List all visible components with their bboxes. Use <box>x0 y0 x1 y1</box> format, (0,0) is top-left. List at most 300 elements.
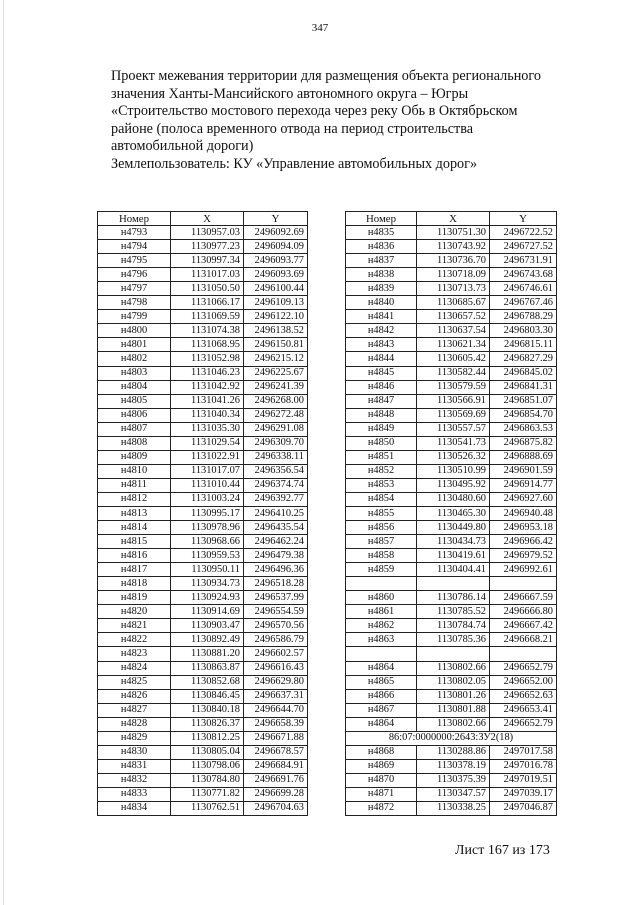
y-coordinate-cell: 2496268.00 <box>244 394 308 408</box>
point-number-cell: н4802 <box>98 352 171 366</box>
y-coordinate-cell: 2496435.54 <box>244 521 308 535</box>
point-number-cell: н4851 <box>346 450 417 464</box>
point-number-cell: н4822 <box>98 633 171 647</box>
table-row <box>346 675 557 689</box>
y-coordinate-cell: 2496668.21 <box>490 633 557 647</box>
point-number-cell: н4811 <box>98 478 171 492</box>
x-coordinate-cell: 1130863.87 <box>171 661 244 675</box>
table-row <box>98 759 308 773</box>
y-coordinate-cell: 2496215.12 <box>244 352 308 366</box>
point-number-cell: н4826 <box>98 689 171 703</box>
x-coordinate-cell: 1130801.88 <box>417 703 490 717</box>
table-row <box>98 773 308 787</box>
y-coordinate-cell: 2496684.91 <box>244 759 308 773</box>
table-row <box>98 577 308 591</box>
x-coordinate-cell: 1130378.19 <box>417 759 490 773</box>
point-number-cell: н4834 <box>98 801 171 815</box>
point-number-cell: н4800 <box>98 324 171 338</box>
table-row <box>98 324 308 338</box>
x-coordinate-cell: 1130404.41 <box>417 563 490 577</box>
column-header-number: Номер <box>346 212 417 226</box>
table-row <box>98 436 308 450</box>
point-number-cell: н4799 <box>98 310 171 324</box>
y-coordinate-cell: 2496586.79 <box>244 633 308 647</box>
x-coordinate-cell: 1130950.11 <box>171 563 244 577</box>
table-row <box>98 563 308 577</box>
x-coordinate-cell: 1130526.32 <box>417 450 490 464</box>
point-number-cell: н4854 <box>346 492 417 506</box>
table-row <box>346 324 557 338</box>
table-row <box>346 478 557 492</box>
y-coordinate-cell: 2496851.07 <box>490 394 557 408</box>
x-coordinate-cell: 1131010.44 <box>171 478 244 492</box>
y-coordinate-cell: 2496291.08 <box>244 422 308 436</box>
table-row <box>98 282 308 296</box>
point-number-cell: н4824 <box>98 661 171 675</box>
table-row <box>346 492 557 506</box>
table-row <box>98 591 308 605</box>
y-coordinate-cell: 2497016.78 <box>490 759 557 773</box>
point-number-cell: н4841 <box>346 310 417 324</box>
point-number-cell: н4825 <box>98 675 171 689</box>
x-coordinate-cell: 1131003.24 <box>171 492 244 506</box>
point-number-cell: н4809 <box>98 450 171 464</box>
table-row <box>98 464 308 478</box>
table-row <box>346 773 557 787</box>
x-coordinate-cell: 1131050.50 <box>171 282 244 296</box>
table-row <box>346 521 557 535</box>
x-coordinate-cell: 1131017.07 <box>171 464 244 478</box>
land-user-line: Землепользователь: КУ «Управление автомобильных дорог» <box>111 155 478 172</box>
x-coordinate-cell: 1130802.66 <box>417 717 490 731</box>
y-coordinate-cell: 2497017.58 <box>490 745 557 759</box>
table-row <box>346 801 557 815</box>
y-coordinate-cell: 2496374.74 <box>244 478 308 492</box>
column-header-y: Y <box>244 212 308 226</box>
x-coordinate-cell: 1130751.30 <box>417 226 490 240</box>
y-coordinate-cell: 2496875.82 <box>490 436 557 450</box>
table-row <box>98 605 308 619</box>
table-row <box>98 240 308 254</box>
table-row <box>98 296 308 310</box>
table-row <box>98 422 308 436</box>
y-coordinate-cell: 2496841.31 <box>490 380 557 394</box>
y-coordinate-cell: 2496652.00 <box>490 675 557 689</box>
table-row <box>346 563 557 577</box>
point-number-cell: н4866 <box>346 689 417 703</box>
point-number-cell: н4835 <box>346 226 417 240</box>
y-coordinate-cell: 2496309.70 <box>244 436 308 450</box>
scan-margin-line <box>3 0 4 905</box>
y-coordinate-cell: 2496927.60 <box>490 492 557 506</box>
table-row <box>98 661 308 675</box>
x-coordinate-cell: 1130605.42 <box>417 352 490 366</box>
point-number-cell: н4806 <box>98 408 171 422</box>
column-header-y: Y <box>490 212 557 226</box>
y-coordinate-cell <box>490 577 557 591</box>
y-coordinate-cell: 2497046.87 <box>490 801 557 815</box>
y-coordinate-cell: 2496667.42 <box>490 619 557 633</box>
point-number-cell: н4829 <box>98 731 171 745</box>
table-row <box>346 240 557 254</box>
y-coordinate-cell: 2496803.30 <box>490 324 557 338</box>
x-coordinate-cell: 1130657.52 <box>417 310 490 324</box>
point-number-cell: н4798 <box>98 296 171 310</box>
y-coordinate-cell: 2496691.76 <box>244 773 308 787</box>
y-coordinate-cell: 2497019.51 <box>490 773 557 787</box>
point-number-cell: н4852 <box>346 464 417 478</box>
point-number-cell: н4863 <box>346 633 417 647</box>
table-row <box>346 394 557 408</box>
y-coordinate-cell: 2496678.57 <box>244 745 308 759</box>
x-coordinate-cell: 1130465.30 <box>417 506 490 520</box>
y-coordinate-cell: 2496854.70 <box>490 408 557 422</box>
table-row <box>346 549 557 563</box>
y-coordinate-cell: 2496652.79 <box>490 717 557 731</box>
table-row <box>98 310 308 324</box>
x-coordinate-cell: 1131069.59 <box>171 310 244 324</box>
x-coordinate-cell: 1130579.59 <box>417 380 490 394</box>
y-coordinate-cell: 2496671.88 <box>244 731 308 745</box>
point-number-cell: н4830 <box>98 745 171 759</box>
x-coordinate-cell: 1130449.80 <box>417 521 490 535</box>
x-coordinate-cell: 1131040.34 <box>171 408 244 422</box>
point-number-cell: н4862 <box>346 619 417 633</box>
point-number-cell: н4853 <box>346 478 417 492</box>
point-number-cell: н4859 <box>346 563 417 577</box>
table-row <box>346 661 557 675</box>
point-number-cell: н4808 <box>98 436 171 450</box>
x-coordinate-cell: 1130914.69 <box>171 605 244 619</box>
point-number-cell: н4815 <box>98 535 171 549</box>
y-coordinate-cell: 2496554.59 <box>244 605 308 619</box>
heading-line: Проект межевания территории для размещения объекта регионального <box>111 68 541 84</box>
point-number-cell: н4828 <box>98 717 171 731</box>
y-coordinate-cell: 2496953.18 <box>490 521 557 535</box>
x-coordinate-cell: 1130637.54 <box>417 324 490 338</box>
table-row <box>346 535 557 549</box>
y-coordinate-cell: 2496616.43 <box>244 661 308 675</box>
table-row <box>98 394 308 408</box>
x-coordinate-cell: 1130846.45 <box>171 689 244 703</box>
x-coordinate-cell: 1131042.92 <box>171 380 244 394</box>
table-row <box>346 577 557 591</box>
table-row <box>98 450 308 464</box>
y-coordinate-cell: 2496602.57 <box>244 647 308 661</box>
table-row <box>346 282 557 296</box>
y-coordinate-cell: 2496093.69 <box>244 268 308 282</box>
point-number-cell: н4820 <box>98 605 171 619</box>
y-coordinate-cell: 2496888.69 <box>490 450 557 464</box>
point-number-cell: н4864 <box>346 717 417 731</box>
point-number-cell: н4821 <box>98 619 171 633</box>
table-row <box>346 647 557 661</box>
table-row <box>98 408 308 422</box>
x-coordinate-cell: 1130288.86 <box>417 745 490 759</box>
y-coordinate-cell: 2496537.99 <box>244 591 308 605</box>
point-number-cell <box>346 577 417 591</box>
x-coordinate-cell: 1130736.70 <box>417 254 490 268</box>
x-coordinate-cell: 1130852.68 <box>171 675 244 689</box>
y-coordinate-cell: 2496272.48 <box>244 408 308 422</box>
point-number-cell: н4848 <box>346 408 417 422</box>
table-row <box>346 717 557 731</box>
x-coordinate-cell: 1130786.14 <box>417 591 490 605</box>
x-coordinate-cell: 1131074.38 <box>171 324 244 338</box>
point-number-cell: н4847 <box>346 394 417 408</box>
point-number-cell: н4870 <box>346 773 417 787</box>
x-coordinate-cell: 1130762.51 <box>171 801 244 815</box>
x-coordinate-cell: 1130557.57 <box>417 422 490 436</box>
x-coordinate-cell: 1130495.92 <box>417 478 490 492</box>
y-coordinate-cell: 2496637.31 <box>244 689 308 703</box>
point-number-cell: н4872 <box>346 801 417 815</box>
y-coordinate-cell: 2496241.39 <box>244 380 308 394</box>
column-header-x: X <box>417 212 490 226</box>
table-row <box>346 605 557 619</box>
x-coordinate-cell: 1130997.34 <box>171 254 244 268</box>
y-coordinate-cell: 2496356.54 <box>244 464 308 478</box>
x-coordinate-cell: 1130826.37 <box>171 717 244 731</box>
point-number-cell: н4838 <box>346 268 417 282</box>
table-row <box>346 310 557 324</box>
table-row <box>346 226 557 240</box>
table-row <box>98 521 308 535</box>
table-header-row <box>98 212 308 226</box>
x-coordinate-cell: 1131041.26 <box>171 394 244 408</box>
x-coordinate-cell: 1130419.61 <box>417 549 490 563</box>
y-coordinate-cell: 2496979.52 <box>490 549 557 563</box>
table-row <box>98 478 308 492</box>
y-coordinate-cell: 2496901.59 <box>490 464 557 478</box>
point-number-cell: н4849 <box>346 422 417 436</box>
table-row <box>346 296 557 310</box>
point-number-cell: н4858 <box>346 549 417 563</box>
y-coordinate-cell: 2496966.42 <box>490 535 557 549</box>
table-row <box>98 731 308 745</box>
point-number-cell: н4805 <box>98 394 171 408</box>
x-coordinate-cell: 1130801.26 <box>417 689 490 703</box>
x-coordinate-cell: 1130347.57 <box>417 787 490 801</box>
table-row <box>346 436 557 450</box>
table-row <box>346 591 557 605</box>
y-coordinate-cell: 2496992.61 <box>490 563 557 577</box>
table-row <box>98 338 308 352</box>
table-row <box>98 689 308 703</box>
table-row <box>346 703 557 717</box>
x-coordinate-cell: 1130798.06 <box>171 759 244 773</box>
table-row <box>346 380 557 394</box>
table-row <box>346 338 557 352</box>
y-coordinate-cell: 2496727.52 <box>490 240 557 254</box>
x-coordinate-cell: 1130959.53 <box>171 549 244 563</box>
y-coordinate-cell: 2496743.68 <box>490 268 557 282</box>
table-row <box>98 366 308 380</box>
y-coordinate-cell: 2496845.02 <box>490 366 557 380</box>
y-coordinate-cell: 2496827.29 <box>490 352 557 366</box>
x-coordinate-cell: 1130934.73 <box>171 577 244 591</box>
point-number-cell: н4867 <box>346 703 417 717</box>
x-coordinate-cell: 1130743.92 <box>417 240 490 254</box>
y-coordinate-cell: 2497039.17 <box>490 787 557 801</box>
table-row <box>346 366 557 380</box>
x-coordinate-cell: 1130924.93 <box>171 591 244 605</box>
point-number-cell: н4833 <box>98 787 171 801</box>
table-row <box>98 254 308 268</box>
heading-line: районе (полоса временного отвода на период строительства <box>111 120 474 137</box>
y-coordinate-cell: 2496863.53 <box>490 422 557 436</box>
y-coordinate-cell: 2496518.28 <box>244 577 308 591</box>
point-number-cell: н4850 <box>346 436 417 450</box>
x-coordinate-cell: 1130812.25 <box>171 731 244 745</box>
x-coordinate-cell: 1130784.74 <box>417 619 490 633</box>
document-heading <box>111 68 581 173</box>
table-row <box>98 380 308 394</box>
x-coordinate-cell: 1130569.69 <box>417 408 490 422</box>
table-row <box>346 464 557 478</box>
point-number-cell: н4842 <box>346 324 417 338</box>
table-row <box>98 801 308 815</box>
x-coordinate-cell: 1130977.23 <box>171 240 244 254</box>
y-coordinate-cell: 2496652.63 <box>490 689 557 703</box>
y-coordinate-cell: 2496788.29 <box>490 310 557 324</box>
x-coordinate-cell: 1130802.05 <box>417 675 490 689</box>
table-row <box>98 703 308 717</box>
point-number-cell: н4861 <box>346 605 417 619</box>
table-row <box>346 633 557 647</box>
y-coordinate-cell: 2496767.46 <box>490 296 557 310</box>
table-row <box>98 675 308 689</box>
sheet-counter: Лист 167 из 173 <box>455 843 550 858</box>
point-number-cell: н4803 <box>98 366 171 380</box>
x-coordinate-cell: 1130480.60 <box>417 492 490 506</box>
heading-line: автомобильной дороги) <box>111 138 254 154</box>
point-number-cell: н4871 <box>346 787 417 801</box>
table-row <box>98 717 308 731</box>
y-coordinate-cell: 2496100.44 <box>244 282 308 296</box>
table-row <box>346 268 557 282</box>
point-number-cell: н4839 <box>346 282 417 296</box>
x-coordinate-cell: 1130881.20 <box>171 647 244 661</box>
x-coordinate-cell: 1130338.25 <box>417 801 490 815</box>
point-number-cell: н4827 <box>98 703 171 717</box>
y-coordinate-cell: 2496653.41 <box>490 703 557 717</box>
table-row <box>346 254 557 268</box>
point-number-cell: н4819 <box>98 591 171 605</box>
point-number-cell: н4823 <box>98 647 171 661</box>
x-coordinate-cell: 1130840.18 <box>171 703 244 717</box>
x-coordinate-cell: 1130713.73 <box>417 282 490 296</box>
point-number-cell: н4843 <box>346 338 417 352</box>
table-row <box>346 422 557 436</box>
x-coordinate-cell: 1130582.44 <box>417 366 490 380</box>
point-number-cell: н4856 <box>346 521 417 535</box>
point-number-cell: н4812 <box>98 492 171 506</box>
table-row <box>346 759 557 773</box>
table-row <box>98 352 308 366</box>
x-coordinate-cell: 1131068.95 <box>171 338 244 352</box>
point-number-cell: н4855 <box>346 506 417 520</box>
x-coordinate-cell: 1130805.04 <box>171 745 244 759</box>
table-row <box>98 619 308 633</box>
y-coordinate-cell: 2496462.24 <box>244 535 308 549</box>
y-coordinate-cell: 2496570.56 <box>244 619 308 633</box>
point-number-cell: н4793 <box>98 226 171 240</box>
table-row <box>346 352 557 366</box>
x-coordinate-cell: 1130434.73 <box>417 535 490 549</box>
y-coordinate-cell: 2496746.61 <box>490 282 557 296</box>
cadastral-number-cell: 86:07:0000000:2643:ЗУ2(18) <box>346 731 557 745</box>
x-coordinate-cell: 1130718.09 <box>417 268 490 282</box>
y-coordinate-cell: 2496410.25 <box>244 506 308 520</box>
y-coordinate-cell: 2496731.91 <box>490 254 557 268</box>
y-coordinate-cell: 2496479.38 <box>244 549 308 563</box>
x-coordinate-cell: 1130510.99 <box>417 464 490 478</box>
x-coordinate-cell: 1130978.96 <box>171 521 244 535</box>
point-number-cell: н4801 <box>98 338 171 352</box>
point-number-cell: н4864 <box>346 661 417 675</box>
point-number-cell: н4846 <box>346 380 417 394</box>
coordinates-table-right <box>345 211 557 816</box>
point-number-cell: н4845 <box>346 366 417 380</box>
point-number-cell: н4868 <box>346 745 417 759</box>
table-row <box>98 549 308 563</box>
x-coordinate-cell: 1130903.47 <box>171 619 244 633</box>
y-coordinate-cell <box>490 647 557 661</box>
x-coordinate-cell <box>417 577 490 591</box>
point-number-cell: н4813 <box>98 506 171 520</box>
y-coordinate-cell: 2496150.81 <box>244 338 308 352</box>
table-row <box>98 268 308 282</box>
y-coordinate-cell: 2496667.59 <box>490 591 557 605</box>
table-row <box>346 731 557 745</box>
table-row <box>98 633 308 647</box>
x-coordinate-cell: 1130892.49 <box>171 633 244 647</box>
x-coordinate-cell: 1130375.39 <box>417 773 490 787</box>
x-coordinate-cell: 1130957.03 <box>171 226 244 240</box>
x-coordinate-cell: 1130784.80 <box>171 773 244 787</box>
point-number-cell: н4795 <box>98 254 171 268</box>
point-number-cell: н4869 <box>346 759 417 773</box>
y-coordinate-cell: 2496914.77 <box>490 478 557 492</box>
heading-line: значения Ханты-Мансийского автономного округа – Югры <box>111 85 469 102</box>
table-row <box>346 689 557 703</box>
y-coordinate-cell: 2496658.39 <box>244 717 308 731</box>
x-coordinate-cell: 1130968.66 <box>171 535 244 549</box>
heading-line: «Строительство мостового перехода через реку Обь в Октябрьском <box>111 103 518 119</box>
x-coordinate-cell: 1131017.03 <box>171 268 244 282</box>
point-number-cell: н4840 <box>346 296 417 310</box>
y-coordinate-cell: 2496940.48 <box>490 506 557 520</box>
point-number-cell: н4817 <box>98 563 171 577</box>
point-number-cell: н4797 <box>98 282 171 296</box>
x-coordinate-cell: 1130785.36 <box>417 633 490 647</box>
point-number-cell: н4836 <box>346 240 417 254</box>
x-coordinate-cell <box>417 647 490 661</box>
y-coordinate-cell: 2496722.52 <box>490 226 557 240</box>
point-number-cell: н4814 <box>98 521 171 535</box>
table-row <box>346 450 557 464</box>
y-coordinate-cell: 2496815.11 <box>490 338 557 352</box>
table-row <box>98 535 308 549</box>
y-coordinate-cell: 2496093.77 <box>244 254 308 268</box>
point-number-cell: н4810 <box>98 464 171 478</box>
y-coordinate-cell: 2496225.67 <box>244 366 308 380</box>
point-number-cell <box>346 647 417 661</box>
point-number-cell: н4831 <box>98 759 171 773</box>
y-coordinate-cell: 2496109.13 <box>244 296 308 310</box>
page-number: 347 <box>311 22 329 34</box>
